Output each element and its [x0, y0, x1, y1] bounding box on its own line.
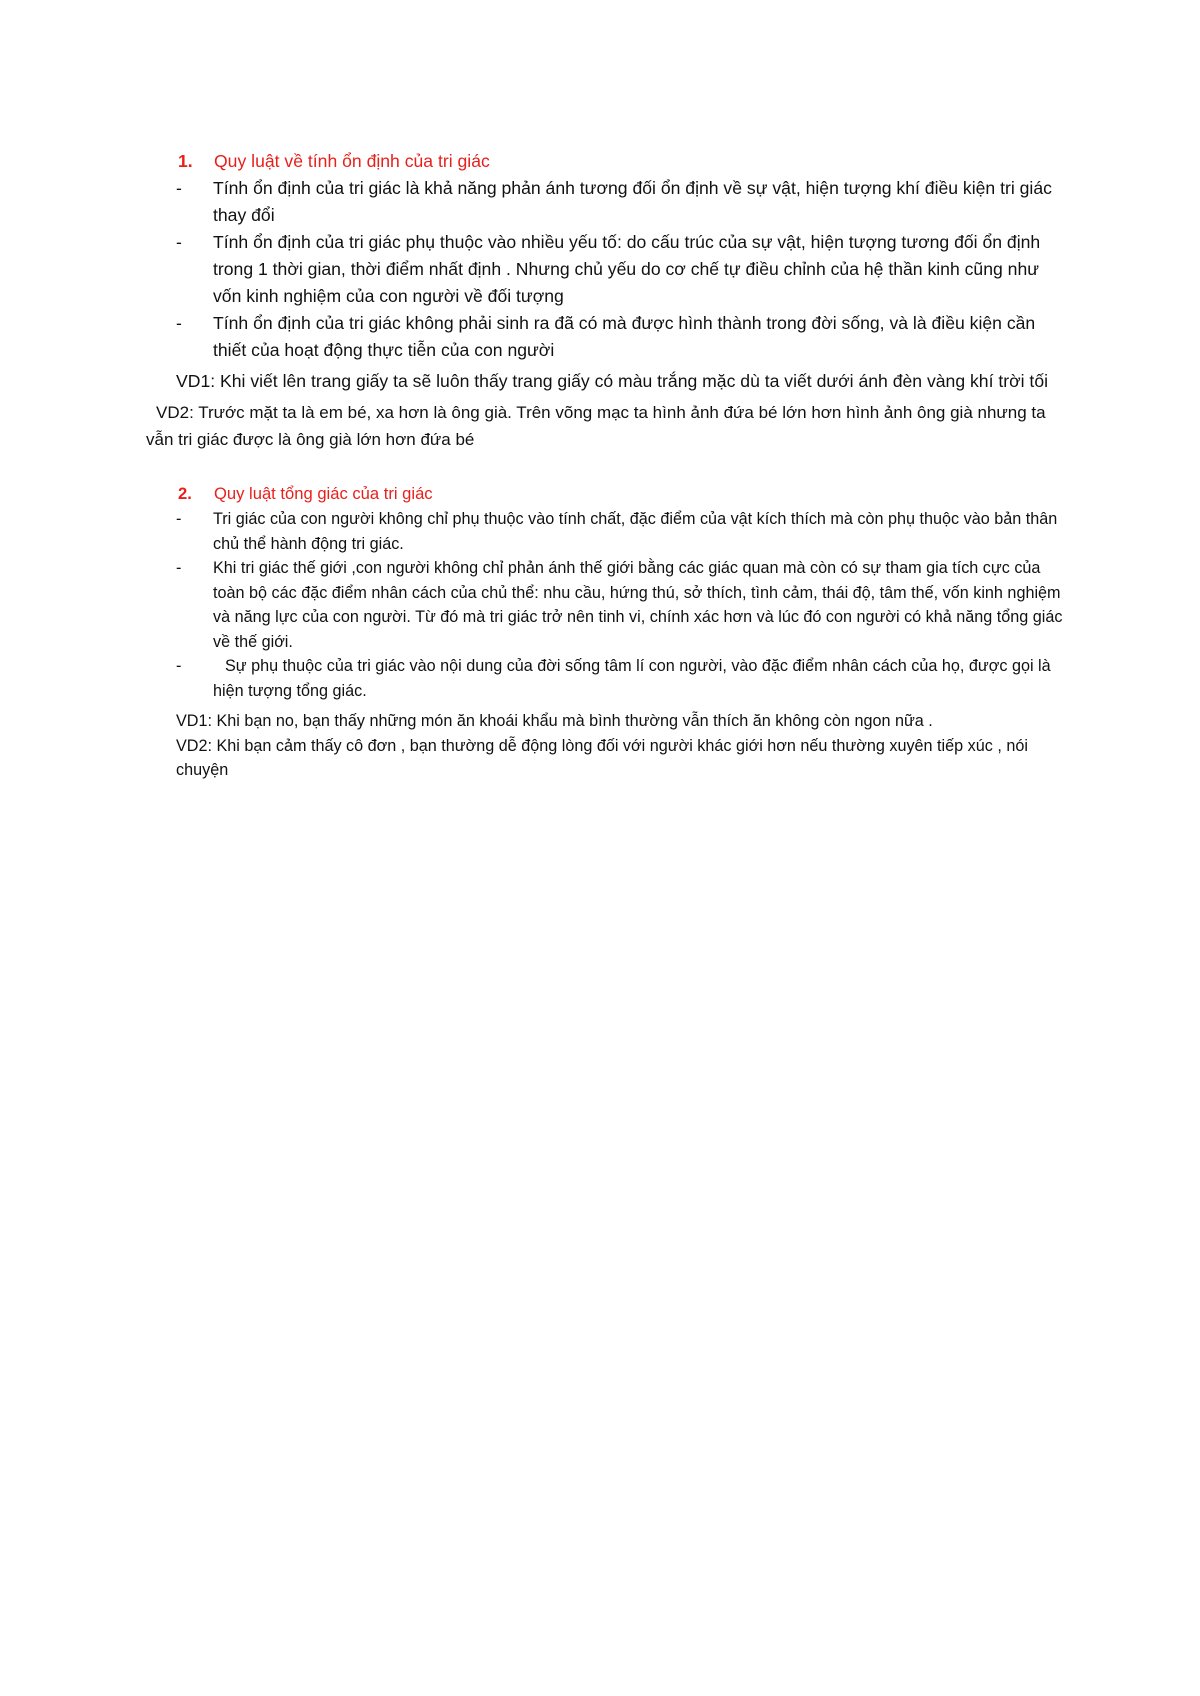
bullet-dash: - [176, 313, 182, 333]
list-item-text: Tính ổn định của tri giác là khả năng phản ánh tương đối ổn định về sự vật, hiện tượng khí điều kiện tri giác thay đổi [213, 178, 1052, 225]
bullet-dash: - [176, 232, 182, 252]
list-item [176, 556, 1066, 654]
list-item-text: Tính ổn định của tri giác phụ thuộc vào nhiều yếu tố: do cấu trúc của sự vật, hiện tượng tương đối ổn định trong 1 thời gian, thời điểm nhất định . Nhưng chủ yếu do cơ chế tự điều chỉnh của hệ thần kinh cũng như vốn kinh nghiệm của con người về đối tượng [213, 232, 1041, 306]
list-item [176, 507, 1066, 556]
example-paragraph: VD2: Trước mặt ta là em bé, xa hơn là ông già. Trên võng mạc ta hình ảnh đứa bé lớn hơn hình ảnh ông già nhưng ta vẫn tri giác được là ông già lớn hơn đứa bé [146, 403, 1046, 449]
section-number: 1. [178, 151, 193, 171]
list-item-text-content: Sự phụ thuộc của tri giác vào nội dung của đời sống tâm lí con người, vào đặc điểm nhân cách của họ, được gọi là hiện tượng tổng giác. [213, 657, 1051, 700]
section-stability [146, 148, 1066, 453]
example-paragraph: VD1: Khi bạn no, bạn thấy những món ăn khoái khẩu mà bình thường vẫn thích ăn không còn ngon nữa . [176, 712, 933, 730]
section-title: Quy luật về tính ổn định của tri giác [214, 151, 490, 171]
list-item [176, 654, 1066, 703]
section-heading [178, 481, 1066, 507]
list-item [176, 310, 1066, 364]
example-paragraph: VD1: Khi viết lên trang giấy ta sẽ luôn thấy trang giấy có màu trắng mặc dù ta viết dưới ánh đèn vàng khí trời tối [176, 371, 1049, 391]
bullet-dash: - [176, 510, 182, 528]
list-item-text [213, 654, 1066, 703]
section-apperception [146, 481, 1066, 783]
bullet-dash: - [176, 178, 182, 198]
list-item-text: Khi tri giác thế giới ,con người không chỉ phản ánh thế giới bằng các giác quan mà còn có sự tham gia tích cực của toàn bộ các đặc điểm nhân cách của chủ thể: nhu cầu, hứng thú, sở thích, tình cảm, thái độ, tâm thế, vốn kinh nghiệm và năng lực của con người. Từ đó mà tri giác trở nên tinh vi, chính xác hơn và lúc đó con người có khả năng tổng giác về thế giới. [213, 559, 1063, 651]
section-title: Quy luật tổng giác của tri giác [214, 484, 433, 503]
document-content [146, 148, 1066, 783]
list-item-text: Tính ổn định của tri giác không phải sinh ra đã có mà được hình thành trong đời sống, và là điều kiện cần thiết của hoạt động thực tiễn của con người [213, 313, 1036, 360]
section-number: 2. [178, 484, 192, 503]
list-item-text: Tri giác của con người không chỉ phụ thuộc vào tính chất, đặc điểm của vật kích thích mà còn phụ thuộc vào bản thân chủ thể hành động tri giác. [213, 510, 1058, 553]
section-heading [178, 148, 1066, 175]
bullet-dash: - [176, 559, 182, 577]
bullet-dash: - [176, 657, 182, 675]
list-item [176, 229, 1066, 310]
example-paragraph: VD2: Khi bạn cảm thấy cô đơn , bạn thường dễ động lòng đối với người khác giới hơn nếu thường xuyên tiếp xúc , nói chuyện [176, 736, 1028, 779]
list-item [176, 175, 1066, 229]
